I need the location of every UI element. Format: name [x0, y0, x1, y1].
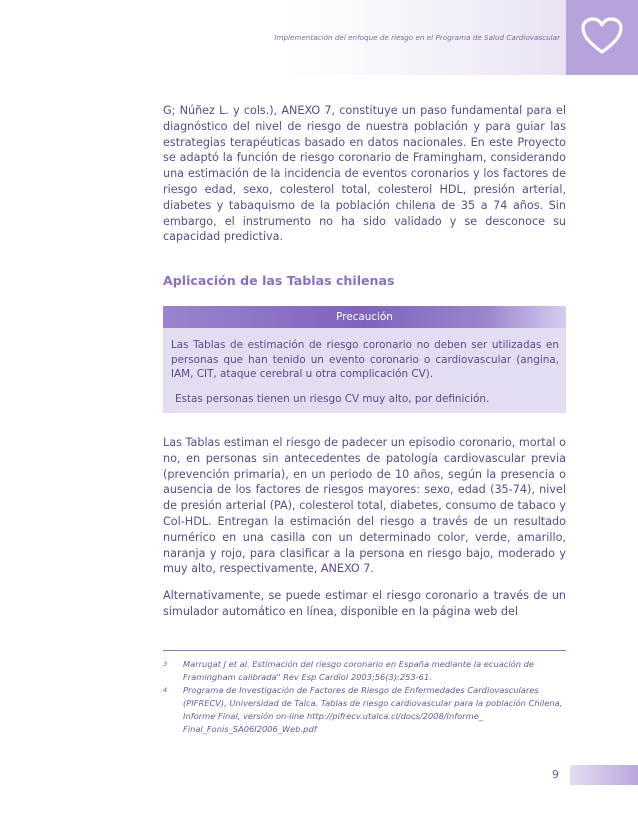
page-number: 9	[552, 768, 559, 781]
intro-paragraph: G; Núñez L. y cols.), ANEXO 7, constituye un paso fundamental para el diagnóstico del nivel de riesgo de nuestra población y para guiar las estrategias terapéuticas basado en datos nacionales. En este Proyecto se adaptó la función de riesgo coronario de Framingham, considerando una estimación de la incidencia de eventos coronarios y los factores de riesgo edad, sexo, colesterol total, colesterol HDL, presión arterial, diabetes y tabaquismo de la población chilena de 35 a 74 años. Sin embargo, el instrumento no ha sido validado y se desconoce su capacidad predictiva.	[163, 104, 566, 244]
section-title: Aplicación de las Tablas chilenas	[163, 273, 395, 288]
body-section-3	[163, 588, 566, 620]
running-header: Implementación del enfoque de riesgo en el Programa de Salud Cardiovascular	[274, 33, 560, 42]
heart-icon	[580, 16, 624, 56]
footnote-number: 4	[163, 686, 168, 694]
intro-section	[163, 103, 566, 245]
body-paragraph-3: Alternativamente, se puede estimar el riesgo coronario a través de un simulador automático en línea, disponible en la página web del	[163, 589, 566, 618]
footnote-divider	[163, 650, 566, 651]
footnote-text: Marrugat J et al. Estimación del riesgo coronario en España mediante la ecuación de Framingham calibrada" Rev Esp Cardiol 2003;56(3):253-61.	[183, 659, 535, 683]
footnote-number: 3	[163, 660, 168, 668]
footnote-text: Programa de Investigación de Factores de Riesgo de Enfermedades Cardiovasculares (PIFRECV), Universidad de Talca. Tablas de riesgo cardiovascular para la población Chilena, Informe Final, versión on-line http://pifrecv.utalca.cl/docs/2008/Informe_ Final_Fonis_SA06I2006_Web.pdf	[183, 685, 563, 735]
body-section-2	[163, 435, 566, 577]
caution-box	[163, 306, 566, 413]
header-tab	[566, 0, 638, 75]
caution-text: Las Tablas de estimación de riesgo coronario no deben ser utilizadas en personas que han tenido un evento coronario o cardiovascular (angina, IAM, CIT, ataque cerebral u otra complicación CV).	[171, 339, 559, 381]
footer-band	[570, 765, 638, 785]
caution-note: Estas personas tienen un riesgo CV muy alto, por definición.	[175, 393, 490, 405]
caution-heading: Precaución	[163, 306, 566, 328]
body-paragraph-2: Las Tablas estiman el riesgo de padecer un episodio coronario, mortal o no, en personas sin antecedentes de patología cardiovascular previa (prevención primaria), en un periodo de 10 años, según la presencia o ausencia de los factores de riesgos mayores: sexo, edad (35-74), nivel de presión arterial (PA), colesterol total, diabetes, consumo de tabaco y Col-HDL. Entregan la estimación del riesgo a través de un resultado numérico en una casilla con un determinado color, verde, amarillo, naranja y rojo, para clasificar a la persona en riesgo bajo, moderado y muy alto, respectivamente, ANEXO 7.	[163, 436, 566, 576]
